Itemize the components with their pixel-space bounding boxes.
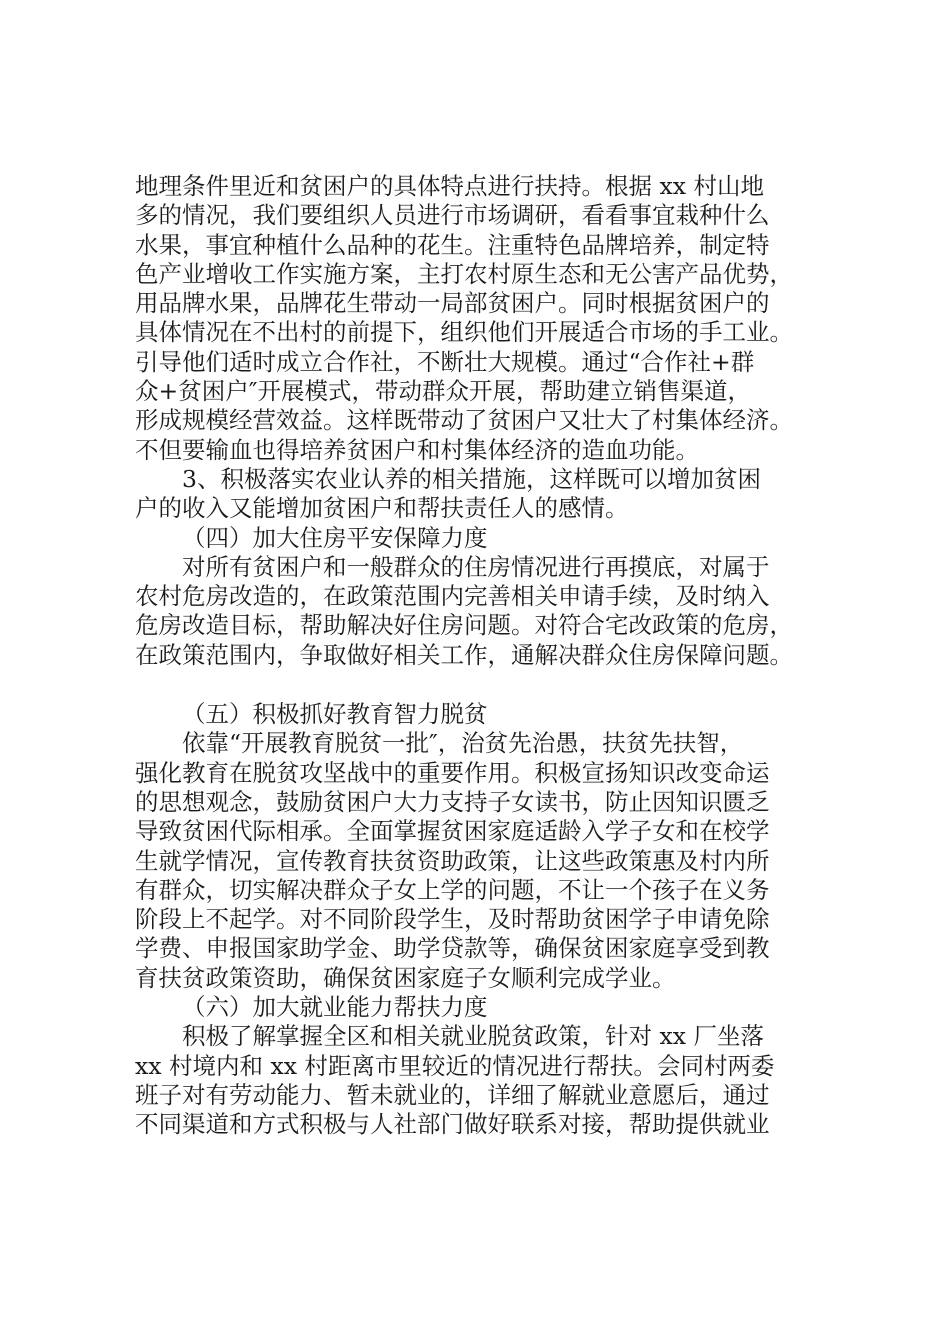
text-line: 积极了解掌握全区和相关就业脱贫政策，针对 xx 厂坐落 <box>182 1022 764 1051</box>
text-line: 有群众，切实解决群众子女上学的问题，不让一个孩子在义务 <box>135 875 770 904</box>
text-line: 形成规模经营效益。这样既带动了贫困户又壮大了村集体经济。 <box>135 406 793 435</box>
section-heading-5: （五）积极抓好教育智力脱贫 <box>182 700 488 729</box>
text-line: 阶段上不起学。对不同阶段学生，及时帮助贫困学子申请免除 <box>135 905 770 934</box>
section-heading-6: （六）加大就业能力帮扶力度 <box>182 993 488 1022</box>
text-line: 不同渠道和方式积极与人社部门做好联系对接，帮助提供就业 <box>135 1110 770 1139</box>
text-line: 强化教育在脱贫攻坚战中的重要作用。积极宣扬知识改变命运 <box>135 758 770 787</box>
text-line: 引导他们适时成立合作社，不断壮大规模。通过“合作社+群 <box>135 347 755 376</box>
text-line: 导致贫困代际相承。全面掌握贫困家庭适龄入学子女和在校学 <box>135 817 770 846</box>
text-line: 具体情况在不出村的前提下，组织他们开展适合市场的手工业。 <box>135 318 793 347</box>
text-line: 的思想观念，鼓励贫困户大力支持子女读书，防止因知识匮乏 <box>135 787 770 816</box>
text-line: 育扶贫政策资助，确保贫困家庭子女顺利完成学业。 <box>135 963 676 992</box>
text-line: 地理条件里近和贫困户的具体特点进行扶持。根据 xx 村山地 <box>135 172 764 200</box>
text-line: 户的收入又能增加贫困户和帮扶责任人的感情。 <box>135 494 629 523</box>
text-line: 多的情况，我们要组织人员进行市场调研，看看事宜栽种什么 <box>135 201 770 230</box>
text-line: 学费、申报国家助学金、助学贷款等，确保贫困家庭享受到教 <box>135 934 770 963</box>
paragraph-gap <box>135 670 845 700</box>
text-line: 色产业增收工作实施方案，主打农村原生态和无公害产品优势， <box>135 259 793 288</box>
text-line: 班子对有劳动能力、暂未就业的，详细了解就业意愿后，通过 <box>135 1080 770 1109</box>
text-line: 在政策范围内，争取做好相关工作，通解决群众住房保障问题。 <box>135 640 793 669</box>
paragraph-industry-support <box>135 172 845 465</box>
text-line: 用品牌水果，品牌花生带动一局部贫困户。同时根据贫困户的 <box>135 289 770 318</box>
section-heading-4: （四）加大住房平安保障力度 <box>182 523 488 552</box>
document-body <box>135 172 845 1140</box>
text-line: 依靠“开展教育脱贫一批″，治贫先治愚，扶贫先扶智， <box>182 729 744 758</box>
text-line: 不但要输血也得培养贫困户和村集体经济的造血功能。 <box>135 435 699 464</box>
text-line: xx 村境内和 xx 村距离市里较近的情况进行帮扶。会同村两委 <box>135 1051 775 1080</box>
text-line: 对所有贫困户和一般群众的住房情况进行再摸底，对属于 <box>182 552 770 581</box>
text-line: 危房改造目标，帮助解决好住房问题。对符合宅改政策的危房， <box>135 611 793 640</box>
paragraph-housing <box>135 553 845 670</box>
paragraph-education <box>135 729 845 993</box>
text-line: 众+贫困户″开展模式，带动群众开展，帮助建立销售渠道， <box>135 377 751 406</box>
paragraph-item-3 <box>135 465 845 524</box>
text-line: 水果，事宜种植什么品种的花生。注重特色品牌培养，制定特 <box>135 230 770 259</box>
paragraph-employment <box>135 1022 845 1139</box>
text-line: 生就学情况，宣传教育扶贫资助政策，让这些政策惠及村内所 <box>135 846 770 875</box>
text-line: 农村危房改造的，在政策范围内完善相关申请手续，及时纳入 <box>135 582 770 611</box>
text-line: 3、积极落实农业认养的相关措施，这样既可以增加贫困 <box>182 464 761 493</box>
